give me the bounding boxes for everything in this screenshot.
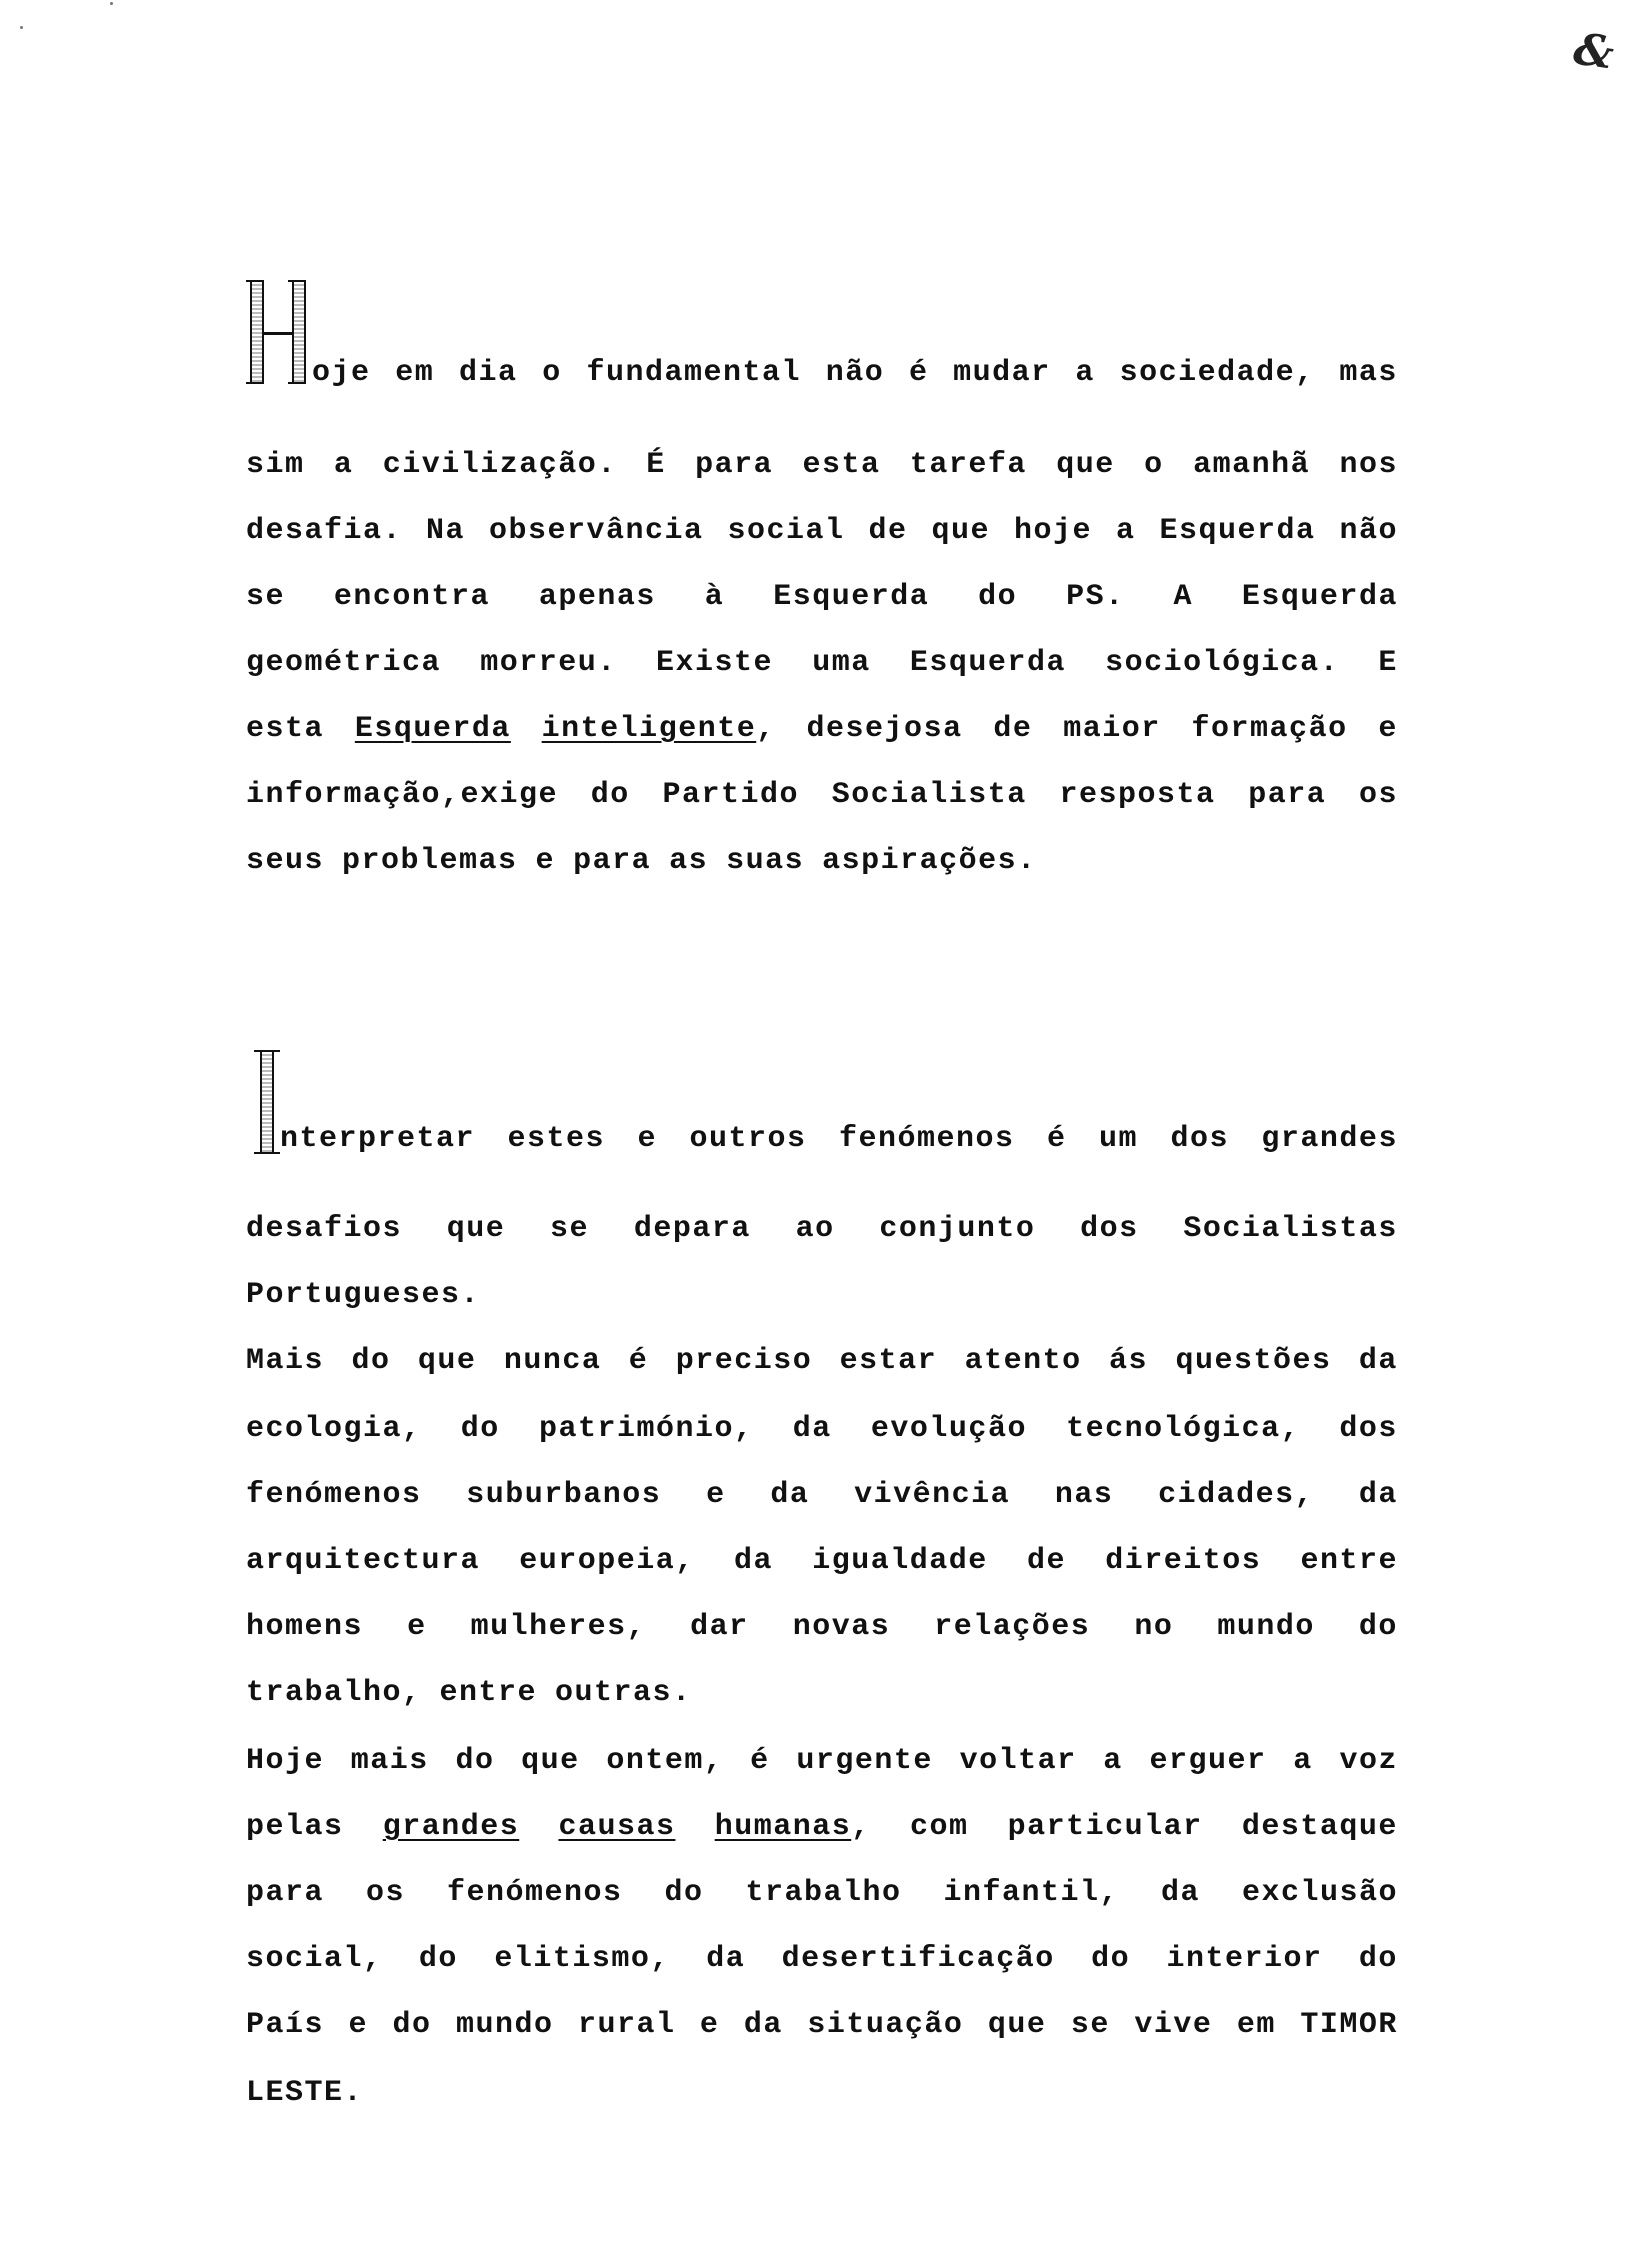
word: depara (633, 1212, 751, 1246)
word: que (417, 1344, 477, 1378)
word: o (542, 356, 562, 390)
word: grandes (1261, 1122, 1398, 1156)
word: ás (1109, 1344, 1149, 1378)
word: e (348, 2008, 368, 2042)
word: da (1160, 1876, 1200, 1910)
word: homens (246, 1610, 364, 1644)
word: se (246, 580, 286, 614)
word: a (1293, 1744, 1313, 1778)
word: é (628, 1344, 649, 1378)
word: infantil, (943, 1876, 1119, 1910)
word: à (704, 580, 725, 614)
word: Esquerda (1159, 514, 1316, 548)
p1-line-0 (312, 352, 1398, 394)
p3-line-3 (246, 1540, 1398, 1582)
word: Na (426, 514, 466, 548)
word: não (1339, 514, 1398, 548)
word: do (1358, 1610, 1398, 1644)
word: particular (1007, 1810, 1203, 1844)
p4-line-3 (246, 1938, 1398, 1980)
word: estar (839, 1344, 938, 1378)
p3-line-5 (246, 1672, 1398, 1714)
p4-line-5 (246, 2072, 1398, 2114)
word: sociológica. (1105, 646, 1340, 680)
p4-line-2 (246, 1872, 1398, 1914)
word: esta (802, 448, 881, 482)
word: Socialistas (1183, 1212, 1398, 1246)
word: património, (538, 1412, 754, 1446)
word: é (1046, 1122, 1067, 1156)
word: do (418, 1942, 458, 1976)
word: o (1144, 448, 1164, 482)
word: elitismo, (494, 1942, 670, 1976)
word: e (637, 1122, 657, 1156)
word: Esquerda (773, 580, 930, 614)
word: fundamental (586, 356, 801, 390)
word: do (351, 1344, 391, 1378)
word: amanhã (1193, 448, 1311, 482)
word: se (550, 1212, 590, 1246)
word: geométrica (246, 646, 442, 680)
word: da (1358, 1478, 1398, 1512)
word: relações (934, 1610, 1091, 1644)
word: do (455, 1744, 495, 1778)
p1-line-4 (246, 642, 1398, 684)
word: mas (1339, 356, 1398, 390)
word: da (792, 1412, 832, 1446)
word: a (1075, 356, 1095, 390)
word: suas (726, 844, 805, 878)
word: dos (1080, 1212, 1139, 1246)
word: entre (1300, 1544, 1398, 1578)
word: fenómenos (838, 1122, 1015, 1156)
p2-line-2 (246, 1274, 1398, 1316)
word: para (573, 844, 652, 878)
word: É (646, 448, 666, 482)
word: uma (812, 646, 871, 680)
word: que (1056, 448, 1115, 482)
word: que (987, 2008, 1047, 2042)
word: evolução (870, 1412, 1027, 1446)
word: exclusão (1241, 1876, 1398, 1910)
word: mulheres, (470, 1610, 647, 1644)
word: morreu. (480, 646, 617, 680)
word: e (699, 2008, 720, 2042)
word: da (706, 1942, 746, 1976)
word: os (1358, 778, 1398, 812)
word: um (1098, 1122, 1138, 1156)
word: questões (1175, 1344, 1332, 1378)
word: Portugueses. (246, 1278, 481, 1312)
word: europeia, (519, 1544, 695, 1578)
word: oje (312, 356, 371, 390)
word: causas (558, 1810, 676, 1844)
word: situação (807, 2008, 964, 2042)
word: que (446, 1212, 506, 1246)
word: do (590, 778, 630, 812)
word: urgente (796, 1744, 933, 1778)
p4-line-1 (246, 1806, 1398, 1848)
dropcap-i (254, 1050, 278, 1154)
word: do (1091, 1942, 1131, 1976)
word: que (931, 514, 990, 548)
word: da (1358, 1344, 1398, 1378)
word: erguer (1149, 1744, 1267, 1778)
word: mundo (455, 2008, 554, 2042)
word: suburbanos (466, 1478, 662, 1512)
word: de (1027, 1544, 1067, 1578)
word: formação (1191, 712, 1348, 746)
word: dos (1339, 1412, 1398, 1446)
p3-line-0 (246, 1340, 1398, 1382)
word: vive (1134, 2008, 1213, 2042)
word: nos (1339, 448, 1398, 482)
dropcap-h (248, 280, 310, 384)
p2-line-0 (280, 1118, 1398, 1160)
word: novas (792, 1610, 891, 1644)
word: conjunto (879, 1212, 1036, 1246)
word: os (365, 1876, 405, 1910)
word: desejosa (806, 712, 963, 746)
word: hoje (1013, 514, 1092, 548)
word: dar (690, 1610, 749, 1644)
word: LESTE. (246, 2076, 364, 2110)
word: nas (1054, 1478, 1114, 1512)
word: humanas, (714, 1810, 871, 1844)
word: voz (1339, 1744, 1398, 1778)
word: e (535, 844, 556, 878)
word: do (1358, 1942, 1398, 1976)
word: a (333, 448, 354, 482)
word: para (1248, 778, 1327, 812)
word: social, (246, 1942, 383, 1976)
word: grandes (382, 1810, 520, 1844)
word: aspirações. (822, 844, 1037, 878)
word: atento (964, 1344, 1082, 1378)
word: outras. (555, 1676, 692, 1710)
word: mais (350, 1744, 429, 1778)
word: do (392, 2008, 432, 2042)
word: de (868, 514, 908, 548)
word: E (1378, 646, 1398, 680)
word: PS. (1066, 580, 1125, 614)
word: inteligente, (541, 712, 776, 746)
word: resposta (1059, 778, 1216, 812)
word: Hoje (246, 1744, 325, 1778)
word: que (521, 1744, 580, 1778)
scan-speck (110, 2, 113, 5)
p1-line-1 (246, 444, 1398, 486)
word: sociedade, (1119, 356, 1315, 390)
word: desafia. (246, 514, 403, 548)
p4-line-4 (246, 2004, 1398, 2046)
word: da (743, 2008, 783, 2042)
word: do (978, 580, 1018, 614)
word: seus (246, 844, 325, 878)
word: em (1236, 2008, 1276, 2042)
word: ao (795, 1212, 835, 1246)
word: maior (1063, 712, 1161, 746)
word: estes (507, 1122, 606, 1156)
p1-line-6 (246, 774, 1398, 816)
p2-line-1 (246, 1208, 1398, 1250)
p1-line-7 (246, 840, 1398, 882)
word: preciso (675, 1344, 813, 1378)
word: Socialista (831, 778, 1027, 812)
word: Mais (246, 1344, 325, 1378)
word: desertificação (781, 1942, 1055, 1976)
word: mundo (1217, 1610, 1315, 1644)
word: Esquerda (909, 646, 1066, 680)
word: do (664, 1876, 704, 1910)
word: sim (246, 448, 305, 482)
word: em (395, 356, 435, 390)
word: entre (439, 1676, 538, 1710)
p1-line-3 (246, 576, 1398, 618)
word: voltar (959, 1744, 1077, 1778)
word: dia (458, 356, 518, 390)
word: interior (1166, 1942, 1323, 1976)
word: destaque (1241, 1810, 1398, 1844)
word: encontra (333, 580, 490, 614)
word: igualdade (812, 1544, 988, 1578)
word: A (1173, 580, 1194, 614)
word: ecologia, (246, 1412, 422, 1446)
word: Esquerda (1241, 580, 1398, 614)
word: fenómenos (246, 1478, 422, 1512)
page-corner-mark: & (1570, 23, 1618, 80)
p1-line-2 (246, 510, 1398, 552)
word: civilização. (382, 448, 617, 482)
word: arquitectura (246, 1544, 481, 1578)
word: rural (577, 2008, 676, 2042)
p3-line-2 (246, 1474, 1398, 1516)
word: apenas (538, 580, 656, 614)
word: para (695, 448, 774, 482)
word: nunca (503, 1344, 602, 1378)
word: da (734, 1544, 774, 1578)
word: de (993, 712, 1033, 746)
word: a (1103, 1744, 1123, 1778)
word: TIMOR (1300, 2008, 1398, 2042)
word: e (1378, 712, 1398, 746)
word: problemas (342, 844, 518, 878)
word: as (669, 844, 709, 878)
word: País (246, 2008, 325, 2042)
word: tecnológica, (1066, 1412, 1301, 1446)
word: é (908, 356, 929, 390)
word: no (1134, 1610, 1174, 1644)
word: ontem, (606, 1744, 724, 1778)
word: vivência (854, 1478, 1011, 1512)
word: da (770, 1478, 810, 1512)
word: mudar (953, 356, 1051, 390)
word: para (246, 1876, 325, 1910)
word: social (727, 514, 845, 548)
p4-line-0 (246, 1740, 1398, 1782)
word: outros (689, 1122, 807, 1156)
word: dos (1170, 1122, 1229, 1156)
word: nterpretar (280, 1122, 476, 1156)
word: tarefa (909, 448, 1027, 482)
word: informação,exige (246, 778, 559, 812)
word: se (1070, 2008, 1110, 2042)
word: trabalho, (246, 1676, 422, 1710)
word: fenómenos (446, 1876, 623, 1910)
word: e (407, 1610, 427, 1644)
word: é (750, 1744, 770, 1778)
word: Existe (655, 646, 773, 680)
word: com (909, 1810, 969, 1844)
word: Partido (662, 778, 800, 812)
word: a (1115, 514, 1136, 548)
word: cidades, (1158, 1478, 1315, 1512)
word: observância (488, 514, 704, 548)
word: do (460, 1412, 500, 1446)
p1-line-5 (246, 708, 1398, 750)
p3-line-4 (246, 1606, 1398, 1648)
word: e (706, 1478, 726, 1512)
word: Esquerda (354, 712, 511, 746)
word: pelas (246, 1810, 344, 1844)
word: não (825, 356, 885, 390)
p3-line-1 (246, 1408, 1398, 1450)
word: direitos (1105, 1544, 1262, 1578)
word: esta (246, 712, 325, 746)
word: desafios (246, 1212, 403, 1246)
word: trabalho (745, 1876, 902, 1910)
scan-speck (20, 26, 23, 29)
